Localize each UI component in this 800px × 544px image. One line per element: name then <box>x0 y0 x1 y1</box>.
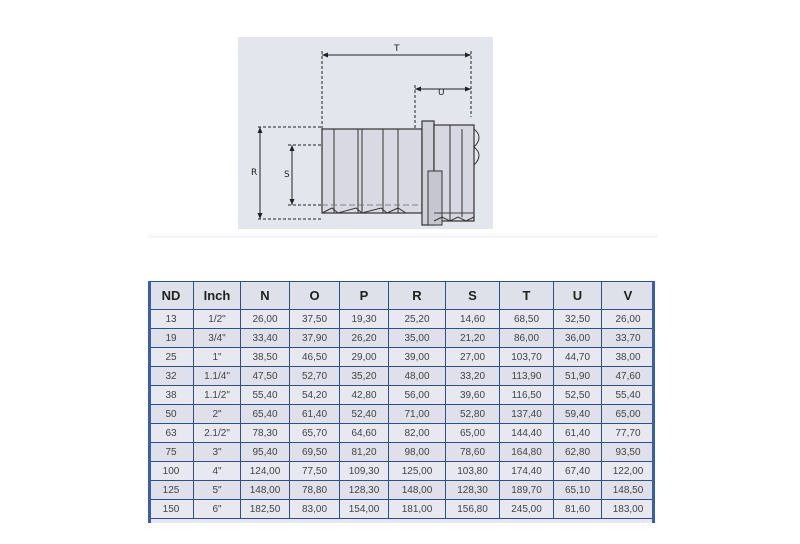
header-o: O <box>290 282 340 310</box>
table-cell: 245,00 <box>500 500 554 519</box>
table-cell: 33,70 <box>602 329 655 348</box>
table-cell: 56,00 <box>389 386 446 405</box>
table-cell: 14,60 <box>446 310 500 329</box>
table-cell: 148,00 <box>241 481 290 500</box>
table-cell: 6" <box>194 500 241 519</box>
table-cell: 189,70 <box>500 481 554 500</box>
table-cell: 36,00 <box>554 329 602 348</box>
dim-label-s: S <box>284 170 290 180</box>
table-cell: 61,40 <box>554 424 602 443</box>
header-s: S <box>446 282 500 310</box>
table-cell: 78,30 <box>241 424 290 443</box>
table-cell: 124,00 <box>241 462 290 481</box>
table-cell: 19 <box>149 329 194 348</box>
table-cell: 122,00 <box>602 462 655 481</box>
table-cell: 35,20 <box>340 367 389 386</box>
table-right-border <box>652 281 655 523</box>
table-row <box>149 310 655 329</box>
table-cell: 82,00 <box>389 424 446 443</box>
header-n: N <box>241 282 290 310</box>
table-cell: 61,40 <box>290 405 340 424</box>
table-cell: 32 <box>149 367 194 386</box>
table-cell: 148,50 <box>602 481 655 500</box>
table-cell: 55,40 <box>602 386 655 405</box>
table-row <box>149 443 655 462</box>
table-cell: 68,50 <box>500 310 554 329</box>
table-cell: 1/2" <box>194 310 241 329</box>
table-cell: 75 <box>149 443 194 462</box>
table-cell: 38,50 <box>241 348 290 367</box>
table-cell: 182,50 <box>241 500 290 519</box>
table-cell: 37,90 <box>290 329 340 348</box>
table-cell: 116,50 <box>500 386 554 405</box>
table-cell: 65,00 <box>602 405 655 424</box>
table-cell: 1.1/4" <box>194 367 241 386</box>
table-cell: 39,60 <box>446 386 500 405</box>
table-cell: 4" <box>194 462 241 481</box>
table-cell: 65,40 <box>241 405 290 424</box>
table-cell: 93,50 <box>602 443 655 462</box>
table-cell: 39,00 <box>389 348 446 367</box>
table-cell: 81,20 <box>340 443 389 462</box>
table-cell: 2.1/2" <box>194 424 241 443</box>
table-cell: 26,20 <box>340 329 389 348</box>
table-cell: 174,40 <box>500 462 554 481</box>
table-cell: 98,00 <box>389 443 446 462</box>
table-cell: 37,50 <box>290 310 340 329</box>
table-cell: 137,40 <box>500 405 554 424</box>
header-r: R <box>389 282 446 310</box>
table-cell: 62,80 <box>554 443 602 462</box>
fitting-drawing <box>238 37 493 229</box>
table-cell: 164,80 <box>500 443 554 462</box>
table-cell: 81,60 <box>554 500 602 519</box>
table-row <box>149 367 655 386</box>
table-cell: 128,30 <box>340 481 389 500</box>
table-cell: 63 <box>149 424 194 443</box>
table-cell: 128,30 <box>446 481 500 500</box>
table-cell: 13 <box>149 310 194 329</box>
table-cell: 113,90 <box>500 367 554 386</box>
table-cell: 150 <box>149 500 194 519</box>
header-inch: Inch <box>194 282 241 310</box>
table-cell: 65,10 <box>554 481 602 500</box>
table-cell: 26,00 <box>241 310 290 329</box>
table-cell: 125,00 <box>389 462 446 481</box>
header-u: U <box>554 282 602 310</box>
table-cell: 65,70 <box>290 424 340 443</box>
table-cell: 125 <box>149 481 194 500</box>
table-row <box>149 348 655 367</box>
table-cell: 65,00 <box>446 424 500 443</box>
table-cell: 78,60 <box>446 443 500 462</box>
table-cell: 1" <box>194 348 241 367</box>
table-cell: 35,00 <box>389 329 446 348</box>
table-cell: 52,70 <box>290 367 340 386</box>
table-cell: 54,20 <box>290 386 340 405</box>
table-row <box>149 386 655 405</box>
table-row <box>149 481 655 500</box>
table-cell: 47,50 <box>241 367 290 386</box>
table-cell: 95,40 <box>241 443 290 462</box>
dimension-table <box>148 281 655 519</box>
table-cell: 55,40 <box>241 386 290 405</box>
table-cell: 2" <box>194 405 241 424</box>
header-t: T <box>500 282 554 310</box>
table-cell: 44,70 <box>554 348 602 367</box>
table-cell: 51,90 <box>554 367 602 386</box>
table-cell: 77,50 <box>290 462 340 481</box>
dim-label-t: T <box>394 44 400 54</box>
separator-band <box>148 232 658 238</box>
table-cell: 5" <box>194 481 241 500</box>
header-p: P <box>340 282 389 310</box>
table-cell: 103,80 <box>446 462 500 481</box>
table-cell: 77,70 <box>602 424 655 443</box>
table-row <box>149 500 655 519</box>
table-cell: 154,00 <box>340 500 389 519</box>
table-cell: 50 <box>149 405 194 424</box>
header-v: V <box>602 282 655 310</box>
table-row <box>149 424 655 443</box>
table-cell: 42,80 <box>340 386 389 405</box>
table-cell: 78,80 <box>290 481 340 500</box>
table-cell: 38,00 <box>602 348 655 367</box>
table-cell: 27,00 <box>446 348 500 367</box>
dim-label-r: R <box>251 168 258 178</box>
table-cell: 26,00 <box>602 310 655 329</box>
table-cell: 64,60 <box>340 424 389 443</box>
table-cell: 3/4" <box>194 329 241 348</box>
table-cell: 25,20 <box>389 310 446 329</box>
header-nd: ND <box>149 282 194 310</box>
table-row <box>149 329 655 348</box>
table-cell: 38 <box>149 386 194 405</box>
table-cell: 47,60 <box>602 367 655 386</box>
table-cell: 29,00 <box>340 348 389 367</box>
table-row <box>149 462 655 481</box>
table-cell: 83,00 <box>290 500 340 519</box>
table-cell: 71,00 <box>389 405 446 424</box>
table-cell: 46,50 <box>290 348 340 367</box>
table-cell: 21,20 <box>446 329 500 348</box>
table-cell: 52,80 <box>446 405 500 424</box>
table-cell: 156,80 <box>446 500 500 519</box>
table-body <box>149 310 655 519</box>
table-cell: 67,40 <box>554 462 602 481</box>
table-cell: 52,40 <box>340 405 389 424</box>
table-cell: 52,50 <box>554 386 602 405</box>
table-cell: 25 <box>149 348 194 367</box>
table-cell: 69,50 <box>290 443 340 462</box>
table-cell: 183,00 <box>602 500 655 519</box>
dimension-table-container <box>148 281 655 523</box>
table-cell: 33,40 <box>241 329 290 348</box>
table-cell: 100 <box>149 462 194 481</box>
table-cell: 103,70 <box>500 348 554 367</box>
table-cell: 1.1/2" <box>194 386 241 405</box>
table-cell: 144,40 <box>500 424 554 443</box>
table-cell: 19,30 <box>340 310 389 329</box>
table-cell: 33,20 <box>446 367 500 386</box>
table-header-row <box>149 282 655 310</box>
table-cell: 48,00 <box>389 367 446 386</box>
fitting-diagram-svg <box>238 37 493 229</box>
table-cell: 59,40 <box>554 405 602 424</box>
table-cell: 86,00 <box>500 329 554 348</box>
table-cell: 32,50 <box>554 310 602 329</box>
dim-label-u: U <box>438 88 445 98</box>
table-cell: 181,00 <box>389 500 446 519</box>
table-left-border <box>148 281 151 523</box>
table-cell: 3" <box>194 443 241 462</box>
table-cell: 148,00 <box>389 481 446 500</box>
table-row <box>149 405 655 424</box>
table-cell: 109,30 <box>340 462 389 481</box>
